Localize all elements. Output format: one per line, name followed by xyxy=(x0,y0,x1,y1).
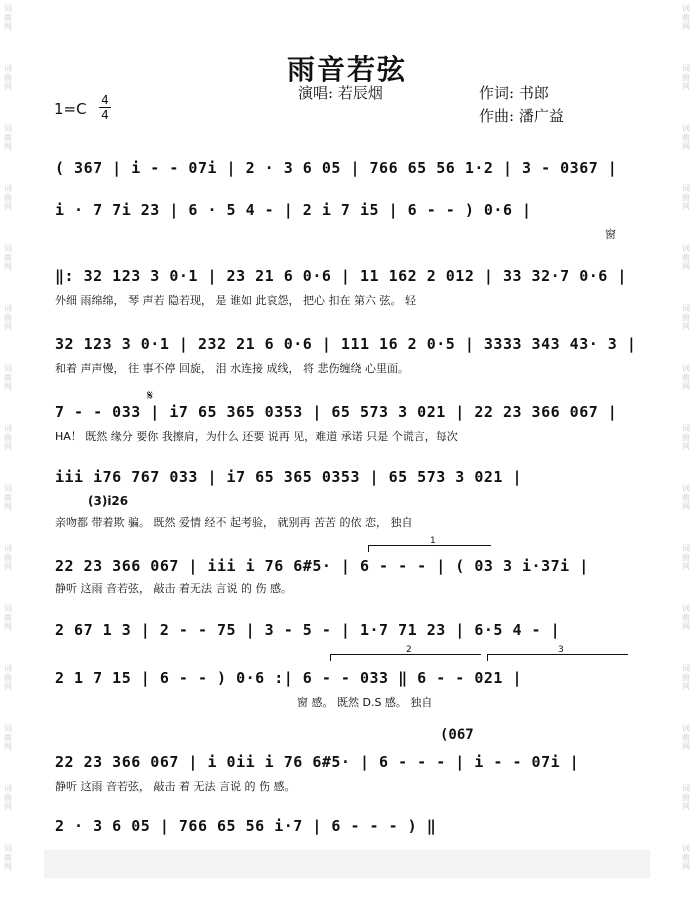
notation-line-11: 2 · 3 6 05 | 766 65 56 i·7 | 6 - - - ) ‖ xyxy=(55,817,437,835)
watermark-mark: 词 曲 网 xyxy=(682,604,690,631)
watermark-mark: 词 曲 网 xyxy=(682,244,690,271)
watermark-mark: 词 曲 网 xyxy=(682,544,690,571)
watermark-mark: 词 曲 网 xyxy=(682,424,690,451)
watermark-mark: 词 曲 网 xyxy=(682,64,690,91)
lyric-line-2: 窗 xyxy=(605,228,616,241)
lyric-line-6: 亲吻都 带着欺 骗。 既然 爱情 经不 起考验， 就别再 苦苦 的依 恋， 独自 xyxy=(55,516,413,529)
lyric-line-9: 窗 感。 既然 D.S 感。 独自 xyxy=(297,696,433,709)
lyric-line-5: HA！ 既然 缘分 要你 我擦肩，为什么 还要 说再 见，难道 承诺 只是 个谎言，每次 xyxy=(55,430,458,443)
notation-line-7: 22 23 366 067 | iii i 76 6#5· | 6 - - - | ( 03 3 i·37i | xyxy=(55,557,589,575)
notation-line-1: ( 367 | i - - 07i | 2 · 3 6 05 | 766 65 56 1·2 | 3 - 0367 | xyxy=(55,159,618,177)
notation-line-8: 2 67 1 3 | 2 - - 75 | 3 - 5 - | 1·7 71 23 | 6·5 4 - | xyxy=(55,621,561,639)
notation-line-6: iii i76 767 033 | i7 65 365 0353 | 65 573 3 021 | xyxy=(55,468,523,486)
watermark-mark: 词 曲 网 xyxy=(682,4,690,31)
composer-credit: 作曲: 潘广益 xyxy=(479,107,564,125)
watermark-mark: 词 曲 网 xyxy=(4,184,12,211)
bottom-blank-strip xyxy=(44,850,650,878)
lyric-line-10: 静听 这雨 音若弦， 敲击 着 无法 言说 的 伤 感。 xyxy=(55,780,296,793)
volta-2: 2 xyxy=(330,654,481,661)
watermark-mark: 词 曲 网 xyxy=(4,724,12,751)
lyric-line-7: 静听 这雨 音若弦， 敲击 着无法 言说 的 伤 感。 xyxy=(55,582,292,595)
watermark-mark: 词 曲 网 xyxy=(4,364,12,391)
watermark-mark: 词 曲 网 xyxy=(682,664,690,691)
watermark-mark: 词 曲 网 xyxy=(4,424,12,451)
key-signature: 1=C xyxy=(54,100,87,118)
watermark-mark: 词 曲 网 xyxy=(682,304,690,331)
segno-mark: 𝄋 xyxy=(147,388,154,404)
watermark-mark: 词 曲 网 xyxy=(4,604,12,631)
watermark-mark: 词 曲 网 xyxy=(682,844,690,871)
notation-line-3: ‖: 32 123 3 0·1 | 23 21 6 0·6 | 11 162 2 012 | 33 32·7 0·6 | xyxy=(55,267,627,285)
watermark-mark: 词 曲 网 xyxy=(682,184,690,211)
notation-line-10: 22 23 366 067 | i 0ii i 76 6#5· | 6 - - - | i - - 07i | xyxy=(55,753,580,771)
watermark-mark: 词 曲 网 xyxy=(4,844,12,871)
song-title: 雨音若弦 xyxy=(286,53,407,86)
notation-line-2: i · 7 7i 23 | 6 · 5 4 - | 2 i 7 i5 | 6 - - ) 0·6 | xyxy=(55,201,532,219)
left-watermark-strip xyxy=(0,0,16,904)
watermark-mark: 词 曲 网 xyxy=(682,724,690,751)
meter-bottom: 4 xyxy=(101,108,109,122)
watermark-mark: 词 曲 网 xyxy=(4,544,12,571)
watermark-mark: 词 曲 网 xyxy=(682,124,690,151)
alternate-notes: (3)i26 xyxy=(88,494,129,508)
watermark-mark: 词 曲 网 xyxy=(4,4,12,31)
watermark-mark: 词 曲 网 xyxy=(4,664,12,691)
notation-line-4: 32 123 3 0·1 | 232 21 6 0·6 | 111 16 2 0·5 | 3333 343 43· 3 | xyxy=(55,335,637,353)
watermark-mark: 词 曲 网 xyxy=(682,364,690,391)
lyric-line-4: 和着 声声慢， 往 事不停 回旋， 泪 水连接 成线， 将 悲伤缠绕 心里面。 xyxy=(55,362,409,375)
time-signature xyxy=(99,94,111,121)
volta-1: 1 xyxy=(368,545,491,552)
watermark-mark: 词 曲 网 xyxy=(4,244,12,271)
watermark-mark: 词 曲 网 xyxy=(4,124,12,151)
watermark-mark: 词 曲 网 xyxy=(4,484,12,511)
watermark-mark: 词 曲 网 xyxy=(682,484,690,511)
lyricist-credit: 作词: 书郎 xyxy=(479,84,549,102)
watermark-mark: 词 曲 网 xyxy=(4,304,12,331)
singer-credit: 演唱: 若辰烟 xyxy=(298,84,383,102)
meter-top: 4 xyxy=(101,93,109,107)
watermark-mark: 词 曲 网 xyxy=(4,784,12,811)
volta-3: 3 xyxy=(487,654,628,661)
watermark-mark: 词 曲 网 xyxy=(4,64,12,91)
bracket-notes: (067 xyxy=(440,727,474,743)
right-watermark-strip xyxy=(678,0,694,904)
notation-line-9: 2 1 7 15 | 6 - - ) 0·6 :| 6 - - 033 ‖ 6 - - 021 | xyxy=(55,669,523,687)
watermark-mark: 词 曲 网 xyxy=(682,784,690,811)
lyric-line-3: 外细 雨绵绵， 琴 声若 隐若现， 是 谁如 此哀怨， 把心 扣在 第六 弦。 轻 xyxy=(55,294,416,307)
notation-line-5: 7 - - 033 | i7 65 365 0353 | 65 573 3 021 | 22 23 366 067 | xyxy=(55,403,618,421)
